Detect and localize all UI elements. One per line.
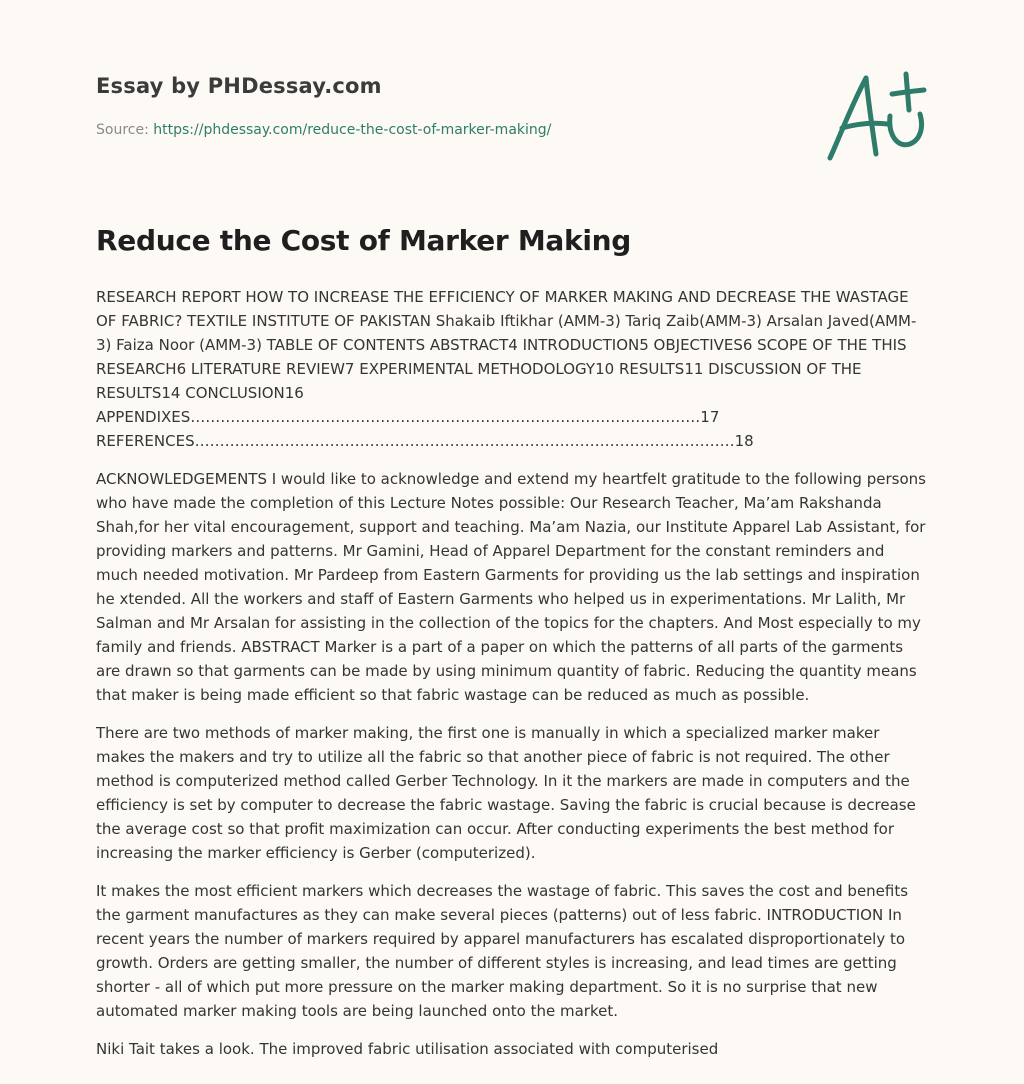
toc-references: REFERENCES………………………………………………………………………………………………18 <box>96 432 754 450</box>
paragraph <box>96 285 928 453</box>
toc-appendixes: APPENDIXES…………………………………………………………………………………………17 <box>96 408 720 426</box>
paragraph: There are two methods of marker making, the first one is manually in which a specialized marker maker makes the makers and try to utilize all the fabric so that another piece of fabric is not required. The other method is computerized method called Gerber Technology. In it the markers are made in computers and the efficiency is set by computer to decrease the fabric wastage. Saving the fabric is crucial because is decrease the average cost so that profit maximization can occur. After conducting experiments the best method for increasing the marker efficiency is Gerber (computerized). <box>96 724 916 862</box>
document-body <box>96 285 928 1075</box>
paragraph: ACKNOWLEDGEMENTS I would like to acknowledge and extend my heartfelt gratitude to the following persons who have made the completion of this Lecture Notes possible: Our Research Teacher, Ma’am Rakshanda Shah,for her vital encouragement, support and teaching. Ma’am Nazia, our Institute Apparel Lab Assistant, for providing markers and patterns. Mr Gamini, Head of Apparel Department for the constant reminders and much needed motivation. Mr Pardeep from Eastern Garments for providing us the lab settings and inspiration he xtended. All the workers and staff of Eastern Garments who helped us in experimentations. Mr Lalith, Mr Salman and Mr Arsalan for assisting in the collection of the topics for the chapters. And Most especially to my family and friends. ABSTRACT Marker is a part of a paper on which the patterns of all parts of the garments are drawn so that garments can be made by using minimum quantity of fabric. Reducing the quantity means that maker is being made efficient so that fabric wastage can be reduced as much as possible. <box>96 470 926 704</box>
paragraph: It makes the most efficient markers which decreases the wastage of fabric. This saves the cost and benefits the garment manufactures as they can make several pieces (patterns) out of less fabric. INTRODUCTION In recent years the number of markers required by apparel manufacturers has escalated disproportionately to growth. Orders are getting smaller, the number of different styles is increasing, and lead times are getting shorter - all of which put more pressure on the marker making department. So it is no surprise that new automated marker making tools are being launched onto the market. <box>96 882 909 1020</box>
paragraph-text: RESEARCH REPORT HOW TO INCREASE THE EFFICIENCY OF MARKER MAKING AND DECREASE THE WASTAGE OF FABRIC? TEXTILE INSTITUTE OF PAKISTAN Shakaib Iftikhar (AMM-3) Tariq Zaib(AMM-3) Arsalan Javed(AMM-3) Faiza Noor (AMM-3) TABLE OF CONTENTS ABSTRACT4 INTRODUCTION5 OBJECTIVES6 SCOPE OF THE THIS RESEARCH6 LITERATURE REVIEW7 EXPERIMENTAL METHODOLOGY10 RESULTS11 DISCUSSION OF THE RESULTS14 CONCLUSION16 <box>96 288 917 402</box>
source-link[interactable]: https://phdessay.com/reduce-the-cost-of-marker-making/ <box>153 122 552 138</box>
a-plus-logo-icon <box>822 66 932 166</box>
document-title: Reduce the Cost of Marker Making <box>96 224 632 257</box>
a-plus-logo-svg <box>822 66 932 166</box>
paragraph: Niki Tait takes a look. The improved fabric utilisation associated with computerised <box>96 1040 719 1058</box>
source-label: Source: <box>96 122 149 138</box>
site-title: Essay by PHDessay.com <box>96 74 382 98</box>
source-line <box>96 122 796 138</box>
header <box>96 74 796 138</box>
